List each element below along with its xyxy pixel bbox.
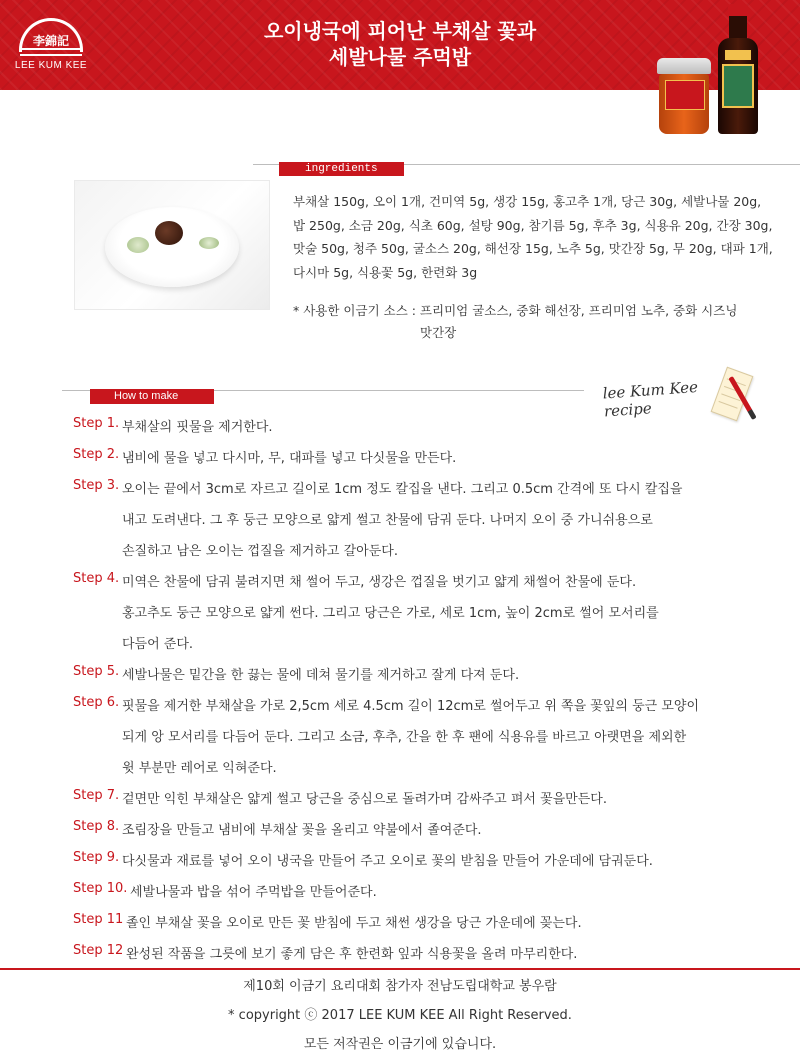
step-label: Step 6.	[73, 695, 120, 710]
step-text: 겉면만 익힌 부채살은 얇게 썰고 당근을 중심으로 돌려가며 감싸주고 펴서 꽃을만든다.	[122, 792, 607, 807]
ingredients-line: 맛술 50g, 청주 50g, 굴소스 20g, 해선장 15g, 노추 5g, 맛간장 5g, 무 20g, 대파 1개,	[293, 241, 773, 256]
step-label: Step 4.	[73, 571, 120, 586]
step-text: 되게 앙 모서리를 다듬어 둔다. 그리고 소금, 후추, 간을 한 후 팬에 식용유를 바르고 아랫면을 제외한	[122, 730, 687, 745]
ingredients-line: 부채살 150g, 오이 1개, 건미역 5g, 생강 15g, 홍고추 1개, 당근 30g, 세발나물 20g,	[293, 194, 762, 209]
step-text: 내고 도려낸다. 그 후 둥근 모양으로 얇게 썰고 찬물에 담궈 둔다. 나머지 오이 중 가니쉬용으로	[122, 513, 653, 528]
step-text: 졸인 부채살 꽃을 오이로 만든 꽃 받침에 두고 채썬 생강을 당근 가운데에 꽂는다.	[126, 916, 582, 931]
step-text: 다듬어 준다.	[122, 637, 194, 652]
recipe-signature: lee Kum Kee recipe	[602, 377, 699, 421]
footer-divider	[0, 968, 800, 970]
step-text: 핏물을 제거한 부채살을 가로 2,5cm 세로 4.5cm 길이 12cm로 썰어두고 위 쪽을 꽃잎의 둥근 모양이	[122, 699, 700, 714]
sauce-note-line1: * 사용한 이금기 소스 : 프리미엄 굴소스, 중화 해선장, 프리미엄 노추, 중화 시즈닝	[293, 303, 738, 318]
step-label: Step 11	[73, 912, 124, 927]
logo-english-text: LEE KUM KEE	[14, 60, 88, 71]
sauce-note-line2: 맛간장	[420, 325, 457, 340]
step-text: 오이는 끝에서 3cm로 자르고 길이로 1cm 정도 칼집을 낸다. 그리고 0.5cm 간격에 또 다시 칼집을	[122, 482, 683, 497]
step-text: 미역은 찬물에 담궈 불려지면 채 썰어 두고, 생강은 껍질을 벗기고 얇게 채썰어 찬물에 둔다.	[122, 575, 637, 590]
step-label: Step 3.	[73, 478, 120, 493]
how-to-make-tab: How to make	[90, 389, 214, 404]
step-text: 다싯물과 재료를 넣어 오이 냉국을 만들어 주고 오이로 꽃의 받침을 만들어 가운데에 담궈둔다.	[122, 854, 653, 869]
step-text: 완성된 작품을 그릇에 보기 좋게 담은 후 한련화 잎과 식용꽃을 올려 마무리한다.	[126, 947, 578, 962]
step-label: Step 2.	[73, 447, 120, 462]
step-text: 홍고추도 둥근 모양으로 얇게 썬다. 그리고 당근은 가로, 세로 1cm, 높이 2cm로 썰어 모서리를	[122, 606, 659, 621]
step-text: 조림장을 만들고 냄비에 부채살 꽃을 올리고 약불에서 졸여준다.	[122, 823, 482, 838]
step-label: Step 8.	[73, 819, 120, 834]
step-text: 냄비에 물을 넣고 다시마, 무, 대파를 넣고 다싯물을 만든다.	[122, 451, 457, 466]
footer-rights: 모든 저작권은 이금기에 있습니다.	[303, 1037, 497, 1052]
step-text: 손질하고 남은 오이는 껍질을 제거하고 갈아둔다.	[122, 544, 398, 559]
recipe-title-line2: 세발나물 주먹밥	[328, 45, 472, 69]
step-label: Step 12	[73, 943, 124, 958]
step-label: Step 1.	[73, 416, 120, 431]
footer-copyright: * copyright ⓒ 2017 LEE KUM KEE All Right Reserved.	[228, 1008, 572, 1023]
step-label: Step 10.	[73, 881, 128, 896]
step-text: 세발나물은 밑간을 한 끓는 물에 데쳐 물기를 제거하고 잘게 다져 둔다.	[122, 668, 520, 683]
ingredients-tab: ingredients	[279, 162, 404, 176]
step-label: Step 5.	[73, 664, 120, 679]
recipe-title-line1: 오이냉국에 피어난 부채살 꽃과	[263, 19, 537, 43]
step-label: Step 7.	[73, 788, 120, 803]
step-label: Step 9.	[73, 850, 120, 865]
logo-chinese-text: 李錦記	[32, 34, 69, 48]
ingredients-line: 다시마 5g, 식용꽃 5g, 한련화 3g	[293, 264, 478, 280]
ingredients-line: 밥 250g, 소금 20g, 식초 60g, 설탕 90g, 참기름 5g, 후추 3g, 식용유 20g, 간장 30g,	[293, 217, 773, 233]
step-text: 부채살의 핏물을 제거한다.	[122, 420, 273, 435]
footer-credit: 제10회 이금기 요리대회 참가자 전남도립대학교 봉우람	[243, 979, 557, 994]
step-text: 윗 부분만 레어로 익혀준다.	[122, 761, 277, 776]
step-text: 세발나물과 밥을 섞어 주먹밥을 만들어준다.	[130, 885, 377, 900]
